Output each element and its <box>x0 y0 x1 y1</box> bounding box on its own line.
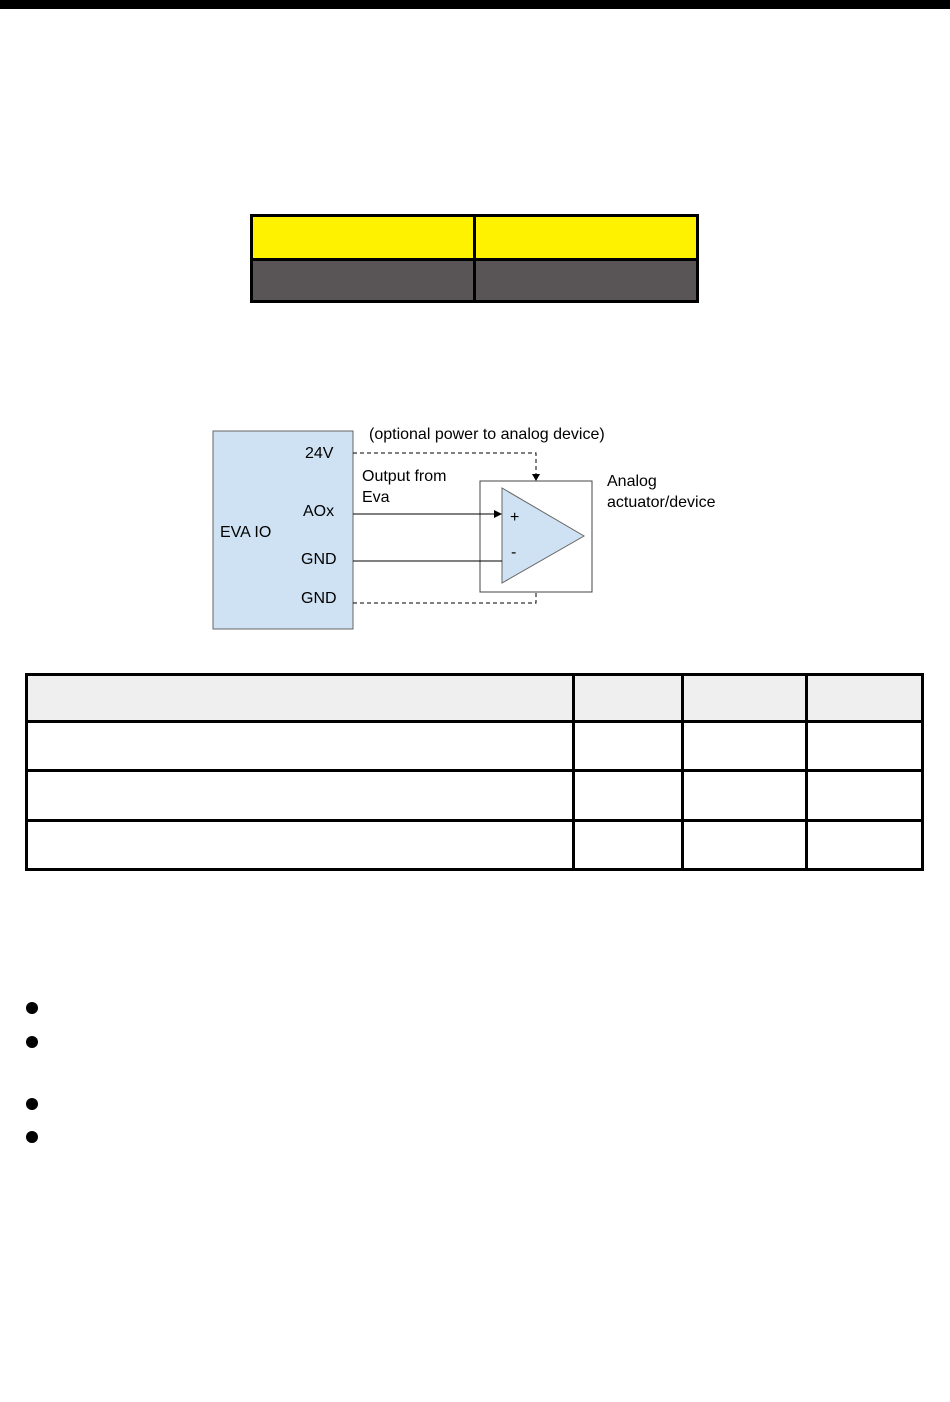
spec-cell <box>683 771 807 820</box>
table-row <box>27 722 923 771</box>
spec-cell <box>683 820 807 869</box>
top-rule <box>0 0 950 9</box>
gnd-dashed-wire <box>353 592 536 603</box>
bullet-dot-icon <box>26 1036 38 1048</box>
spec-cell <box>807 820 923 869</box>
color-table-row-gray <box>252 260 698 302</box>
color-table-row-yellow <box>252 216 698 260</box>
color-table-cell <box>252 216 475 260</box>
spec-cell <box>574 771 683 820</box>
color-table-cell <box>475 260 698 302</box>
eva-io-label: EVA IO <box>220 524 272 541</box>
spec-cell <box>27 771 574 820</box>
spec-header-cell <box>574 675 683 722</box>
spec-cell <box>27 820 574 869</box>
bullet-dot-icon <box>26 1002 38 1014</box>
wiring-diagram <box>210 418 750 633</box>
spec-cell <box>807 722 923 771</box>
bullet-dot-icon <box>26 1098 38 1110</box>
bullet-dot-icon <box>26 1131 38 1143</box>
actuator-label-line2: actuator/device <box>607 494 716 511</box>
color-legend-table <box>250 214 699 303</box>
spec-cell <box>807 771 923 820</box>
spec-header-cell <box>27 675 574 722</box>
pin-gnd2-label: GND <box>301 590 337 607</box>
spec-table-header-row <box>27 675 923 722</box>
output-label-line2: Eva <box>362 489 390 506</box>
spec-header-cell <box>807 675 923 722</box>
table-row <box>27 771 923 820</box>
pin-aox-label: AOx <box>303 503 335 520</box>
pin-gnd1-label: GND <box>301 551 337 568</box>
minus-sign: - <box>511 544 517 561</box>
power-arrow-icon <box>532 474 540 481</box>
color-table-cell <box>475 216 698 260</box>
spec-cell <box>27 722 574 771</box>
spec-cell <box>683 722 807 771</box>
table-row <box>27 820 923 869</box>
actuator-label-line1: Analog <box>607 473 657 490</box>
spec-cell <box>574 722 683 771</box>
spec-table <box>25 673 924 871</box>
output-label-line1: Output from <box>362 468 447 485</box>
color-table-cell <box>252 260 475 302</box>
plus-sign: + <box>510 509 520 526</box>
optional-power-note: (optional power to analog device) <box>369 426 605 443</box>
pin-24v-label: 24V <box>305 445 334 462</box>
spec-cell <box>574 820 683 869</box>
spec-header-cell <box>683 675 807 722</box>
